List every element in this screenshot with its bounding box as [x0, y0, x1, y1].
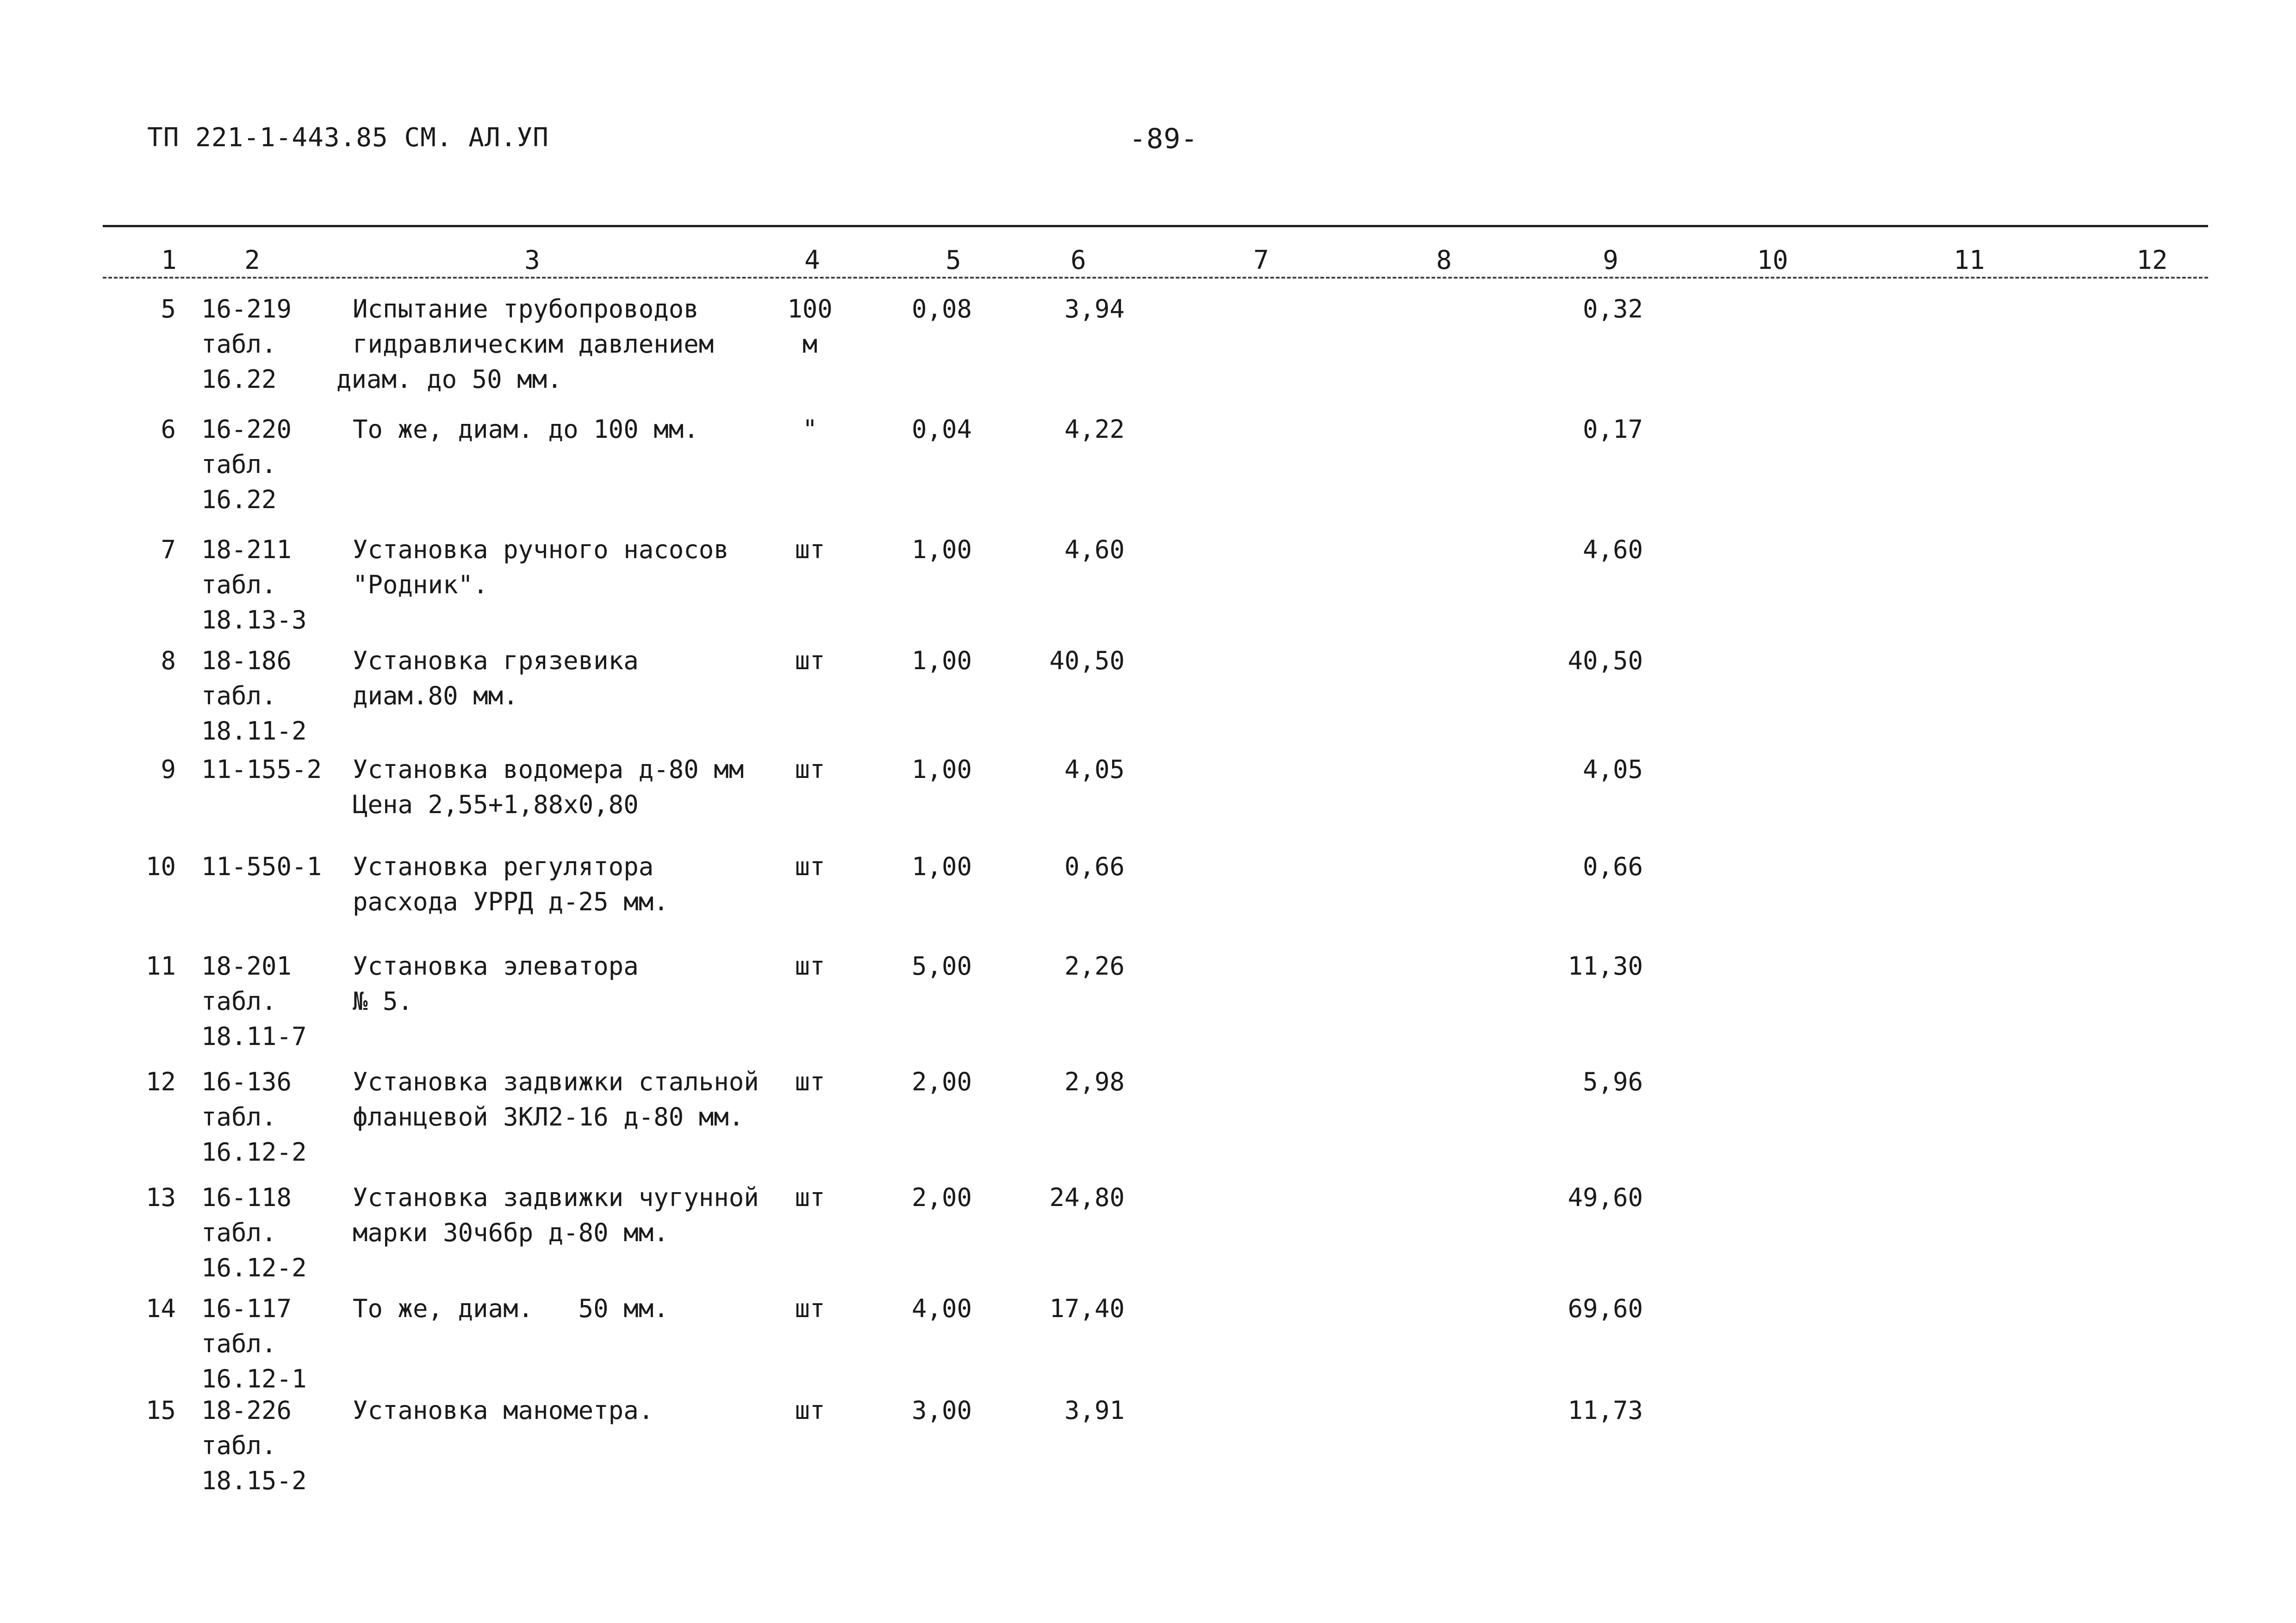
quantity-line: 1,00: [911, 755, 972, 784]
quantity: [870, 1393, 972, 1428]
rate-code-line: 18-201: [201, 951, 292, 981]
work-name-line: диам. до 50 мм.: [336, 365, 562, 394]
unit: [764, 412, 856, 447]
unit-price: [1009, 412, 1125, 447]
row-number: [130, 292, 176, 327]
unit-line: шт: [795, 1183, 825, 1212]
quantity: [870, 752, 972, 787]
total-cost-line: 5,96: [1582, 1067, 1643, 1096]
row-number: [130, 643, 176, 678]
table-top-rule: [103, 225, 2208, 227]
unit-price: [1009, 292, 1125, 327]
total-cost: [1504, 292, 1643, 327]
total-cost: [1504, 752, 1643, 787]
column-number: 10: [1757, 245, 1788, 275]
total-cost: [1504, 949, 1643, 984]
rate-code-line: табл.: [201, 987, 277, 1016]
unit-price-line: 3,91: [1064, 1396, 1125, 1425]
unit-line: шт: [795, 646, 825, 675]
unit-price: [1009, 1393, 1125, 1428]
unit-price: [1009, 643, 1125, 678]
total-cost-line: 4,60: [1582, 535, 1643, 564]
rate-code-line: 18.15-2: [201, 1466, 307, 1495]
column-number: 9: [1603, 245, 1618, 275]
rate-code-line: 11-550-1: [201, 852, 322, 881]
row-number: [130, 1180, 176, 1215]
unit-line: ": [802, 415, 818, 444]
work-name: [353, 949, 639, 1019]
total-cost: [1504, 643, 1643, 678]
rate-code-line: 18.11-2: [201, 716, 307, 746]
column-number: 8: [1436, 245, 1452, 275]
work-name-line: расхода УРРД д-25 мм.: [353, 887, 669, 916]
quantity: [870, 292, 972, 327]
row-number: [130, 949, 176, 984]
row-number-line: 8: [161, 646, 176, 675]
work-name-line: Установка водомера д-80 мм: [353, 755, 744, 784]
unit-price: [1009, 849, 1125, 884]
row-number: [130, 1291, 176, 1326]
unit: [764, 532, 856, 567]
total-cost: [1504, 1064, 1643, 1100]
work-name: [353, 1291, 669, 1326]
unit-line: м: [802, 330, 818, 359]
unit: [764, 1064, 856, 1100]
total-cost: [1504, 412, 1643, 447]
row-number-line: 9: [161, 755, 176, 784]
document-code: ТП 221-1-443.85 СМ. АЛ.УП: [147, 123, 549, 153]
quantity-line: 3,00: [911, 1396, 972, 1425]
row-number-line: 12: [145, 1067, 176, 1096]
unit: [764, 1180, 856, 1215]
rate-code: [201, 752, 322, 787]
rate-code-line: табл.: [201, 1431, 277, 1460]
total-cost: [1504, 849, 1643, 884]
total-cost-line: 40,50: [1568, 646, 1643, 675]
rate-code-line: табл.: [201, 681, 277, 710]
work-name-line: "Родник".: [353, 570, 488, 599]
column-number: 3: [524, 245, 540, 275]
unit-price-line: 17,40: [1049, 1294, 1125, 1323]
quantity-line: 0,04: [911, 415, 972, 444]
rate-code-line: 16.22: [201, 365, 277, 394]
quantity: [870, 1291, 972, 1326]
unit-price-line: 40,50: [1049, 646, 1125, 675]
unit: [764, 1291, 856, 1326]
rate-code: [201, 1393, 307, 1499]
rate-code: [201, 643, 307, 749]
unit-price-line: 2,98: [1064, 1067, 1125, 1096]
unit: [764, 292, 856, 362]
unit-price-line: 4,60: [1064, 535, 1125, 564]
rate-code-line: 16.12-2: [201, 1138, 307, 1167]
total-cost: [1504, 1291, 1643, 1326]
quantity-line: 4,00: [911, 1294, 972, 1323]
row-number: [130, 1393, 176, 1428]
work-name: [353, 1393, 653, 1428]
unit-line: шт: [795, 852, 825, 881]
work-name-line: фланцевой ЗКЛ2-16 д-80 мм.: [353, 1102, 744, 1132]
column-number: 12: [2136, 245, 2168, 275]
total-cost-line: 4,05: [1582, 755, 1643, 784]
rate-code-line: 18.11-7: [201, 1022, 307, 1051]
unit-price-line: 4,22: [1064, 415, 1125, 444]
rate-code: [201, 1291, 307, 1397]
rate-code: [201, 532, 307, 638]
unit-price-line: 24,80: [1049, 1183, 1125, 1212]
work-name-line: То же, диам. 50 мм.: [353, 1294, 669, 1323]
work-name: [353, 1180, 759, 1250]
total-cost: [1504, 532, 1643, 567]
work-name-line: Испытание трубопроводов: [353, 294, 699, 323]
total-cost-line: 0,32: [1582, 294, 1643, 323]
unit-line: шт: [795, 1067, 825, 1096]
rate-code-line: 18-186: [201, 646, 292, 675]
unit: [764, 1393, 856, 1428]
total-cost-line: 0,66: [1582, 852, 1643, 881]
work-name-line: Установка манометра.: [353, 1396, 654, 1425]
work-name-line: То же, диам. до 100 мм.: [353, 415, 699, 444]
unit-price: [1009, 532, 1125, 567]
work-name-line: марки 30ч6бр д-80 мм.: [353, 1218, 669, 1247]
total-cost: [1504, 1180, 1643, 1215]
quantity-line: 0,08: [911, 294, 972, 323]
page-number: -89-: [1129, 123, 1198, 155]
rate-code: [201, 1180, 307, 1286]
table-header-rule: [103, 277, 2208, 279]
row-number: [130, 752, 176, 787]
unit-line: шт: [795, 535, 825, 564]
rate-code: [201, 292, 292, 397]
unit-line: 100: [787, 294, 833, 323]
work-name-line: Установка элеватора: [353, 951, 639, 981]
row-number-line: 5: [161, 294, 176, 323]
unit-price: [1009, 1291, 1125, 1326]
total-cost-line: 49,60: [1568, 1183, 1643, 1212]
rate-code-line: 16.22: [201, 485, 277, 514]
row-number-line: 7: [161, 535, 176, 564]
column-number: 7: [1253, 245, 1269, 275]
quantity-line: 2,00: [911, 1067, 972, 1096]
unit-line: шт: [795, 951, 825, 981]
column-number: 1: [161, 245, 177, 275]
work-name-line: Установка задвижки чугунной: [353, 1183, 759, 1212]
column-number: 11: [1954, 245, 1985, 275]
total-cost-line: 69,60: [1568, 1294, 1643, 1323]
rate-code: [201, 1064, 307, 1170]
row-number-line: 11: [145, 951, 176, 981]
quantity: [870, 643, 972, 678]
work-name-line: диам.80 мм.: [353, 681, 518, 710]
work-name: [353, 532, 729, 603]
rate-code-line: табл.: [201, 1102, 277, 1132]
rate-code-line: 16-220: [201, 415, 292, 444]
rate-code-line: табл.: [201, 1329, 277, 1358]
unit-price: [1009, 1180, 1125, 1215]
unit-price: [1009, 752, 1125, 787]
unit-price-line: 4,05: [1064, 755, 1125, 784]
unit: [764, 949, 856, 984]
quantity: [870, 1180, 972, 1215]
rate-code-line: табл.: [201, 1218, 277, 1247]
column-number: 2: [244, 245, 260, 275]
total-cost-line: 0,17: [1582, 415, 1643, 444]
quantity: [870, 412, 972, 447]
rate-code-line: 16-118: [201, 1183, 292, 1212]
total-cost: [1504, 1393, 1643, 1428]
quantity-line: 1,00: [911, 646, 972, 675]
rate-code-line: 16-136: [201, 1067, 292, 1096]
work-name-line: № 5.: [353, 987, 413, 1016]
column-number: 4: [804, 245, 820, 275]
quantity: [870, 849, 972, 884]
quantity: [870, 949, 972, 984]
row-number: [130, 849, 176, 884]
work-name: [353, 752, 744, 822]
row-number: [130, 412, 176, 447]
rate-code: [201, 412, 292, 517]
rate-code-line: табл.: [201, 450, 277, 479]
work-name-line: Установка регулятора: [353, 852, 654, 881]
unit-price-line: 3,94: [1064, 294, 1125, 323]
row-number-line: 10: [145, 852, 176, 881]
row-number-line: 15: [145, 1396, 176, 1425]
quantity-line: 1,00: [911, 535, 972, 564]
rate-code-line: 16.12-2: [201, 1253, 307, 1282]
work-name-line: гидравлическим давлением: [353, 330, 714, 359]
work-name-line: Установка задвижки стальной: [353, 1067, 759, 1096]
unit-price-line: 0,66: [1064, 852, 1125, 881]
quantity: [870, 1064, 972, 1100]
work-name-line: Установка грязевика: [353, 646, 639, 675]
unit-line: шт: [795, 1294, 825, 1323]
row-number: [130, 1064, 176, 1100]
rate-code: [201, 849, 322, 884]
row-number-line: 14: [145, 1294, 176, 1323]
rate-code-line: 16-117: [201, 1294, 292, 1323]
unit-price: [1009, 949, 1125, 984]
rate-code: [201, 949, 307, 1054]
rate-code-line: 18-226: [201, 1396, 292, 1425]
work-name-line: Цена 2,55+1,88х0,80: [353, 790, 639, 819]
rate-code-line: табл.: [201, 570, 277, 599]
quantity-line: 2,00: [911, 1183, 972, 1212]
unit: [764, 849, 856, 884]
row-number-line: 6: [161, 415, 176, 444]
row-number-line: 13: [145, 1183, 176, 1212]
work-name: [353, 849, 669, 920]
unit: [764, 643, 856, 678]
rate-code-line: 18.13-3: [201, 605, 307, 634]
total-cost-line: 11,73: [1568, 1396, 1643, 1425]
column-number: 5: [946, 245, 961, 275]
work-name: [353, 412, 699, 447]
row-number: [130, 532, 176, 567]
quantity: [870, 532, 972, 567]
unit-line: шт: [795, 1396, 825, 1425]
rate-code-line: 11-155-2: [201, 755, 322, 784]
quantity-line: 5,00: [911, 951, 972, 981]
work-name: [353, 643, 639, 714]
work-name-line: Установка ручного насосов: [353, 535, 729, 564]
work-name: [336, 292, 714, 397]
unit: [764, 752, 856, 787]
rate-code-line: 16.12-1: [201, 1364, 307, 1393]
work-name: [353, 1064, 759, 1135]
rate-code-line: 18-211: [201, 535, 292, 564]
unit-line: шт: [795, 755, 825, 784]
column-number: 6: [1070, 245, 1086, 275]
quantity-line: 1,00: [911, 852, 972, 881]
unit-price: [1009, 1064, 1125, 1100]
unit-price-line: 2,26: [1064, 951, 1125, 981]
rate-code-line: табл.: [201, 330, 277, 359]
rate-code-line: 16-219: [201, 294, 292, 323]
total-cost-line: 11,30: [1568, 951, 1643, 981]
